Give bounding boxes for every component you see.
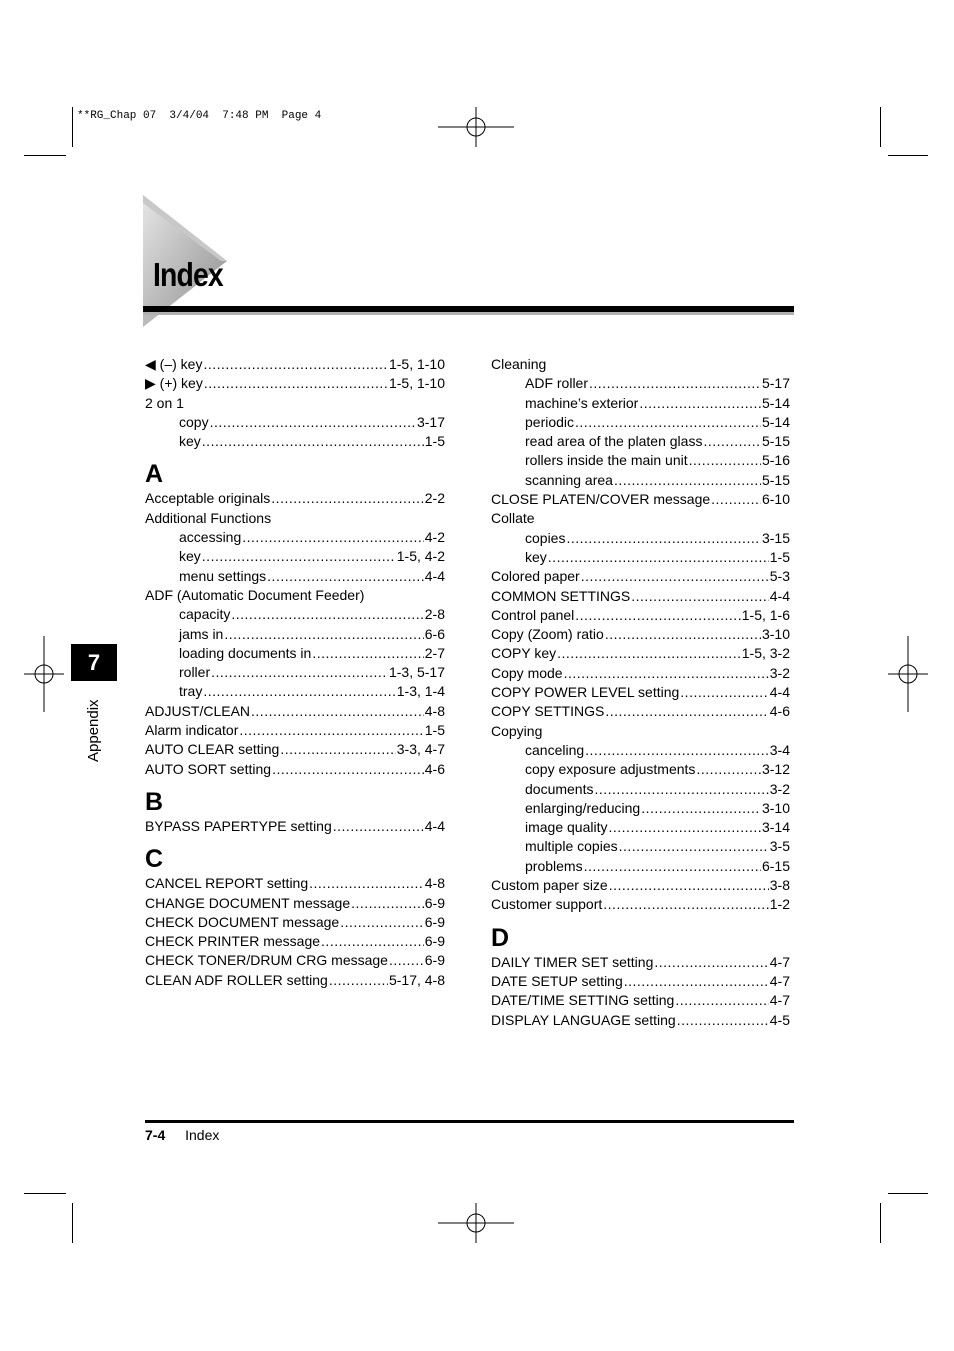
dot-leader (312, 644, 423, 663)
entry-pages: 5-17 (761, 375, 790, 392)
entry-label: CLOSE PLATEN/COVER message (491, 491, 711, 508)
dot-leader (677, 1011, 769, 1030)
dot-leader (624, 972, 769, 991)
entry-pages: 6-9 (424, 952, 445, 969)
index-entry (145, 894, 445, 913)
entry-label: machine’s exterior (525, 394, 639, 411)
index-entry (145, 509, 445, 528)
entry-label: AUTO CLEAR setting (145, 741, 280, 758)
index-entry (145, 394, 445, 413)
entry-label: CHECK PRINTER message (145, 933, 321, 950)
title-rule-shadow (143, 312, 794, 315)
entry-pages: 1-5, 4-2 (396, 548, 445, 565)
dot-leader (575, 606, 740, 625)
entry-pages: 6-9 (424, 894, 445, 911)
index-entry (145, 374, 445, 393)
dot-leader (575, 413, 761, 432)
dot-leader (589, 374, 761, 393)
entry-pages: 4-2 (424, 529, 445, 546)
index-entry (491, 490, 790, 509)
entry-label: Copy mode (491, 664, 563, 681)
dot-leader (329, 971, 388, 990)
entry-pages: 1-5 (424, 433, 445, 450)
index-subentry (145, 625, 445, 644)
dot-leader (557, 644, 741, 663)
entry-label: DATE/TIME SETTING setting (491, 992, 675, 1009)
index-entry (491, 702, 790, 721)
index-subentry (491, 432, 790, 451)
dot-leader (321, 932, 424, 951)
entry-pages: 5-14 (761, 413, 790, 430)
crop-mark (880, 1203, 881, 1243)
entry-pages: 4-6 (424, 760, 445, 777)
entry-label: Copying (491, 722, 543, 739)
entry-label: copies (525, 529, 566, 546)
index-subentry (145, 528, 445, 547)
footer (145, 1127, 219, 1143)
section-letter: B (145, 787, 164, 816)
entry-pages: 6-9 (424, 913, 445, 930)
entry-label: copy (179, 413, 209, 430)
dot-leader (711, 490, 761, 509)
entry-label: CANCEL REPORT setting (145, 875, 309, 892)
entry-label: CLEAN ADF ROLLER setting (145, 971, 328, 988)
index-subentry (491, 374, 790, 393)
entry-pages: 1-5, 1-10 (388, 375, 445, 392)
entry-label: ADF (Automatic Document Feeder) (145, 586, 365, 603)
entry-pages: 4-4 (769, 587, 790, 604)
entry-pages: 4-4 (424, 567, 445, 584)
index-entry (145, 817, 445, 836)
section-letter: A (145, 460, 164, 489)
entry-label: COPY key (491, 645, 557, 662)
index-entry (145, 932, 445, 951)
index-entry (145, 702, 445, 721)
entry-label: Customer support (491, 896, 603, 913)
index-entry (491, 953, 790, 972)
entry-label: Acceptable originals (145, 490, 271, 507)
entry-label: ▶ (+) key (145, 375, 203, 392)
index-entry (145, 586, 445, 605)
entry-label: roller (179, 664, 211, 681)
entry-label: DATE SETUP setting (491, 972, 623, 989)
dot-leader (675, 991, 768, 1010)
entry-label: COMMON SETTINGS (491, 587, 631, 604)
dot-leader (703, 432, 761, 451)
dot-leader (251, 702, 424, 721)
dot-leader (564, 664, 769, 683)
index-entry (145, 489, 445, 508)
entry-pages: 2-7 (424, 644, 445, 661)
index-entry (145, 740, 445, 759)
crop-mark (72, 107, 73, 147)
entry-label: problems (525, 857, 583, 874)
entry-pages: 5-15 (761, 433, 790, 450)
dot-leader (239, 721, 423, 740)
entry-label: Control panel (491, 606, 575, 623)
entry-label: 2 on 1 (145, 394, 184, 411)
index-column-left (145, 355, 445, 990)
index-entry (145, 760, 445, 779)
index-subentry (145, 547, 445, 566)
crop-mark (24, 155, 66, 156)
entry-pages: 1-2 (769, 896, 790, 913)
crop-mark (24, 1193, 66, 1194)
dot-leader (689, 451, 761, 470)
entry-pages: 2-8 (424, 606, 445, 623)
section-letter: C (145, 845, 164, 874)
entry-label: ◀ (–) key (145, 356, 203, 372)
index-subentry (491, 529, 790, 548)
entry-pages: 6-10 (761, 491, 790, 508)
entry-pages: 4-7 (769, 992, 790, 1009)
index-entry (145, 874, 445, 893)
entry-label: accessing (179, 529, 242, 546)
entry-label: Collate (491, 510, 535, 527)
dot-leader (204, 374, 388, 393)
index-subentry (491, 818, 790, 837)
entry-label: DISPLAY LANGUAGE setting (491, 1011, 676, 1028)
index-entry (491, 567, 790, 586)
index-subentry (145, 432, 445, 451)
entry-pages: 4-8 (424, 875, 445, 892)
entry-label: read area of the platen glass (525, 433, 703, 450)
dot-leader (654, 953, 768, 972)
dot-leader (210, 413, 416, 432)
index-entry (491, 625, 790, 644)
entry-pages: 4-4 (424, 817, 445, 834)
entry-pages: 4-8 (424, 702, 445, 719)
dot-leader (584, 857, 761, 876)
index-subentry (491, 413, 790, 432)
entry-label: capacity (179, 606, 231, 623)
entry-pages: 3-10 (761, 626, 790, 643)
entry-pages: 3-15 (761, 529, 790, 546)
index-subentry (491, 799, 790, 818)
dot-leader (609, 818, 761, 837)
index-entry (491, 664, 790, 683)
chapter-tab: 7 (71, 644, 117, 681)
dot-leader (203, 682, 395, 701)
index-entry (491, 683, 790, 702)
crop-mark (888, 1193, 928, 1194)
index-entry (145, 971, 445, 990)
dot-leader (280, 740, 395, 759)
crop-mark (880, 107, 881, 147)
entry-pages: 1-5 (769, 548, 790, 565)
entry-pages: 3-8 (769, 877, 790, 894)
index-entry (491, 895, 790, 914)
footer-label: Index (185, 1127, 220, 1143)
page-title: Index (153, 256, 223, 293)
entry-pages: 5-14 (761, 394, 790, 411)
entry-pages: 6-15 (761, 857, 790, 874)
entry-label: key (179, 433, 201, 450)
entry-pages: 4-6 (769, 703, 790, 720)
dot-leader (641, 799, 761, 818)
index-subentry (491, 548, 790, 567)
entry-label: copy exposure adjustments (525, 761, 696, 778)
dot-leader (696, 760, 761, 779)
entry-label: key (525, 548, 547, 565)
registration-mark-right (888, 636, 928, 712)
entry-label: DAILY TIMER SET setting (491, 953, 654, 970)
entry-label: key (179, 548, 201, 565)
entry-label: ADF roller (525, 375, 589, 392)
entry-pages: 5-3 (769, 568, 790, 585)
dot-leader (594, 780, 768, 799)
index-entry (491, 1011, 790, 1030)
entry-label: loading documents in (179, 644, 312, 661)
dot-leader (271, 489, 423, 508)
entry-pages: 1-5, 1-10 (388, 356, 445, 372)
entry-label: Cleaning (491, 356, 547, 372)
index-column-right (491, 355, 790, 1030)
entry-pages: 3-3, 4-7 (396, 741, 445, 758)
entry-label: Custom paper size (491, 877, 608, 894)
index-entry (491, 876, 790, 895)
entry-pages: 3-4 (769, 741, 790, 758)
index-subentry (145, 567, 445, 586)
dot-leader (211, 663, 388, 682)
dot-leader (202, 547, 396, 566)
entry-label: Additional Functions (145, 509, 272, 526)
dot-leader (605, 625, 761, 644)
index-subentry (491, 394, 790, 413)
entry-label: rollers inside the main unit (525, 452, 688, 469)
entry-label: CHECK DOCUMENT message (145, 913, 340, 930)
entry-pages: 6-9 (424, 933, 445, 950)
dot-leader (619, 837, 769, 856)
dot-leader (639, 394, 761, 413)
index-subentry (491, 451, 790, 470)
entry-label: enlarging/reducing (525, 799, 641, 816)
index-entry (491, 587, 790, 606)
entry-pages: 1-5, 3-2 (741, 645, 790, 662)
registration-mark-left (24, 636, 64, 712)
entry-pages: 5-17, 4-8 (388, 971, 445, 988)
entry-label: COPY POWER LEVEL setting (491, 684, 680, 701)
registration-mark-top (438, 107, 514, 147)
entry-label: canceling (525, 741, 585, 758)
index-entry (491, 355, 790, 374)
entry-pages: 5-16 (761, 452, 790, 469)
chapter-tab-label: Appendix (85, 699, 102, 762)
dot-leader (585, 741, 769, 760)
entry-pages: 1-3, 1-4 (396, 683, 445, 700)
dot-leader (609, 876, 769, 895)
entry-label: documents (525, 780, 594, 797)
entry-pages: 2-2 (424, 490, 445, 507)
dot-leader (267, 567, 424, 586)
index-entry (491, 991, 790, 1010)
crop-mark (888, 155, 928, 156)
index-entry (491, 606, 790, 625)
entry-label: image quality (525, 819, 608, 836)
entry-pages: 3-12 (761, 761, 790, 778)
entry-pages: 3-5 (769, 838, 790, 855)
index-subentry (491, 857, 790, 876)
footer-rule (145, 1120, 794, 1123)
entry-label: Alarm indicator (145, 722, 239, 739)
entry-label: tray (179, 683, 203, 700)
index-subentry (145, 644, 445, 663)
index-subentry (491, 741, 790, 760)
dot-leader (203, 355, 388, 374)
entry-pages: 3-2 (769, 664, 790, 681)
dot-leader (631, 587, 769, 606)
dot-leader (272, 760, 424, 779)
dot-leader (351, 894, 424, 913)
index-entry (145, 951, 445, 970)
index-subentry (145, 663, 445, 682)
entry-label: Copy (Zoom) ratio (491, 626, 604, 643)
entry-label: Colored paper (491, 568, 580, 585)
index-subentry (491, 471, 790, 490)
dot-leader (566, 529, 761, 548)
dot-leader (581, 567, 769, 586)
entry-pages: 4-4 (769, 684, 790, 701)
entry-label: AUTO SORT setting (145, 760, 272, 777)
page-number: 7-4 (145, 1127, 166, 1143)
dot-leader (242, 528, 424, 547)
entry-pages: 3-2 (769, 780, 790, 797)
index-entry (491, 972, 790, 991)
dot-leader (605, 702, 768, 721)
dot-leader (202, 432, 424, 451)
entry-label: ADJUST/CLEAN (145, 702, 251, 719)
dot-leader (548, 548, 769, 567)
index-subentry (145, 413, 445, 432)
index-subentry (145, 605, 445, 624)
entry-label: CHECK TONER/DRUM CRG message (145, 952, 388, 969)
entry-pages: 3-14 (761, 819, 790, 836)
dot-leader (603, 895, 768, 914)
entry-label: periodic (525, 413, 575, 430)
entry-pages: 4-7 (769, 953, 790, 970)
entry-label: menu settings (179, 567, 267, 584)
entry-label: BYPASS PAPERTYPE setting (145, 817, 332, 834)
entry-pages: 5-15 (761, 471, 790, 488)
entry-label: multiple copies (525, 838, 618, 855)
entry-pages: 4-7 (769, 972, 790, 989)
entry-pages: 1-5, 1-6 (741, 606, 790, 623)
entry-pages: 3-10 (761, 799, 790, 816)
index-entry (491, 644, 790, 663)
index-subentry (491, 837, 790, 856)
entry-label: COPY SETTINGS (491, 703, 605, 720)
index-entry (491, 722, 790, 741)
registration-mark-bottom (438, 1203, 514, 1243)
dot-leader (309, 874, 424, 893)
entry-label: jams in (179, 625, 224, 642)
entry-pages: 1-3, 5-17 (388, 664, 445, 681)
entry-pages: 6-6 (424, 625, 445, 642)
dot-leader (231, 605, 423, 624)
dot-leader (614, 471, 761, 490)
index-subentry (491, 780, 790, 799)
index-entry (145, 355, 445, 374)
dot-leader (389, 951, 424, 970)
crop-mark (72, 1203, 73, 1243)
print-slug: **RG_Chap 07 3/4/04 7:48 PM Page 4 (77, 110, 322, 122)
index-entry (491, 509, 790, 528)
index-entry (145, 913, 445, 932)
entry-pages: 3-17 (416, 413, 445, 430)
dot-leader (340, 913, 424, 932)
dot-leader (333, 817, 424, 836)
section-letter: D (491, 923, 510, 952)
entry-pages: 4-5 (769, 1011, 790, 1028)
index-subentry (491, 760, 790, 779)
entry-label: scanning area (525, 471, 613, 488)
entry-label: CHANGE DOCUMENT message (145, 894, 351, 911)
entry-pages: 1-5 (424, 722, 445, 739)
dot-leader (224, 625, 423, 644)
index-entry (145, 721, 445, 740)
index-subentry (145, 682, 445, 701)
dot-leader (680, 683, 768, 702)
